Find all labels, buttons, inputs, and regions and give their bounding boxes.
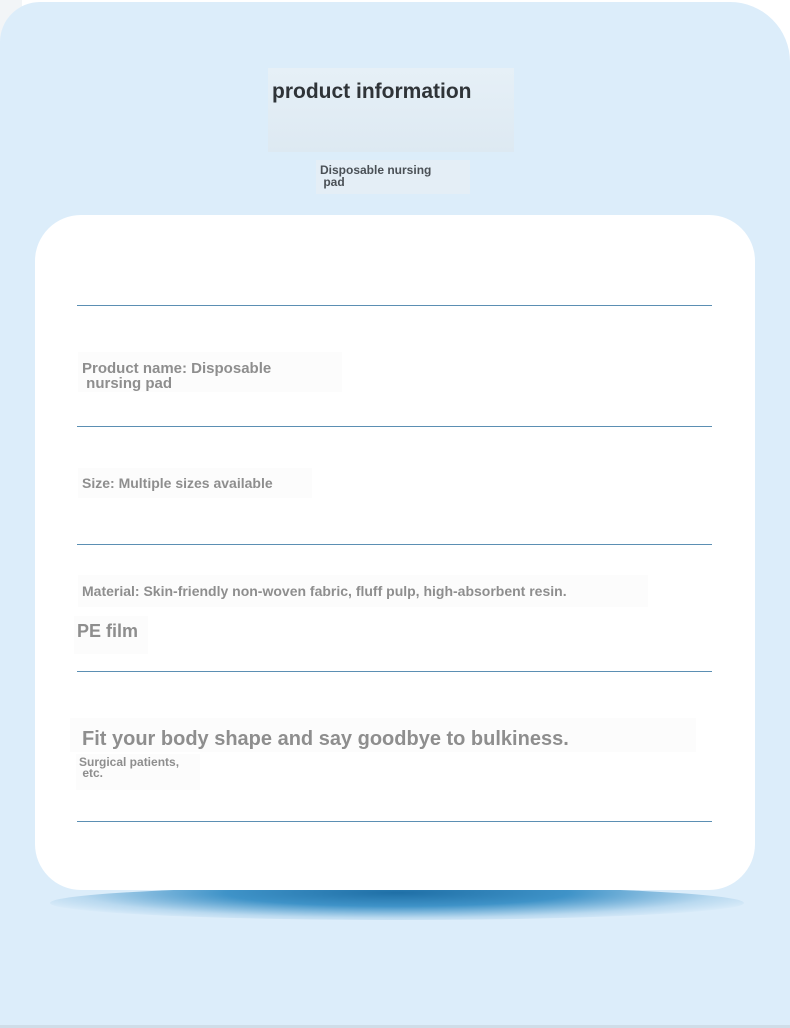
divider-5 — [77, 821, 712, 822]
divider-3 — [77, 544, 712, 545]
card-shadow — [50, 886, 744, 920]
divider-4 — [77, 671, 712, 672]
size-text: Size: Multiple sizes available — [82, 475, 273, 491]
page-title: product information — [272, 80, 472, 103]
page-subtitle: Disposable nursing pad — [320, 163, 432, 189]
divider-2 — [77, 426, 712, 427]
tagline-text: Fit your body shape and say goodbye to bulkiness. — [82, 728, 569, 750]
material-extra-text: PE film — [77, 621, 139, 641]
audience-text: Surgical patients, etc. — [79, 755, 180, 780]
divider-1 — [77, 305, 712, 306]
material-text: Material: Skin-friendly non-woven fabric, fluff pulp, high-absorbent resin. — [82, 583, 567, 599]
product-name-text: Product name: Disposable nursing pad — [82, 360, 272, 392]
